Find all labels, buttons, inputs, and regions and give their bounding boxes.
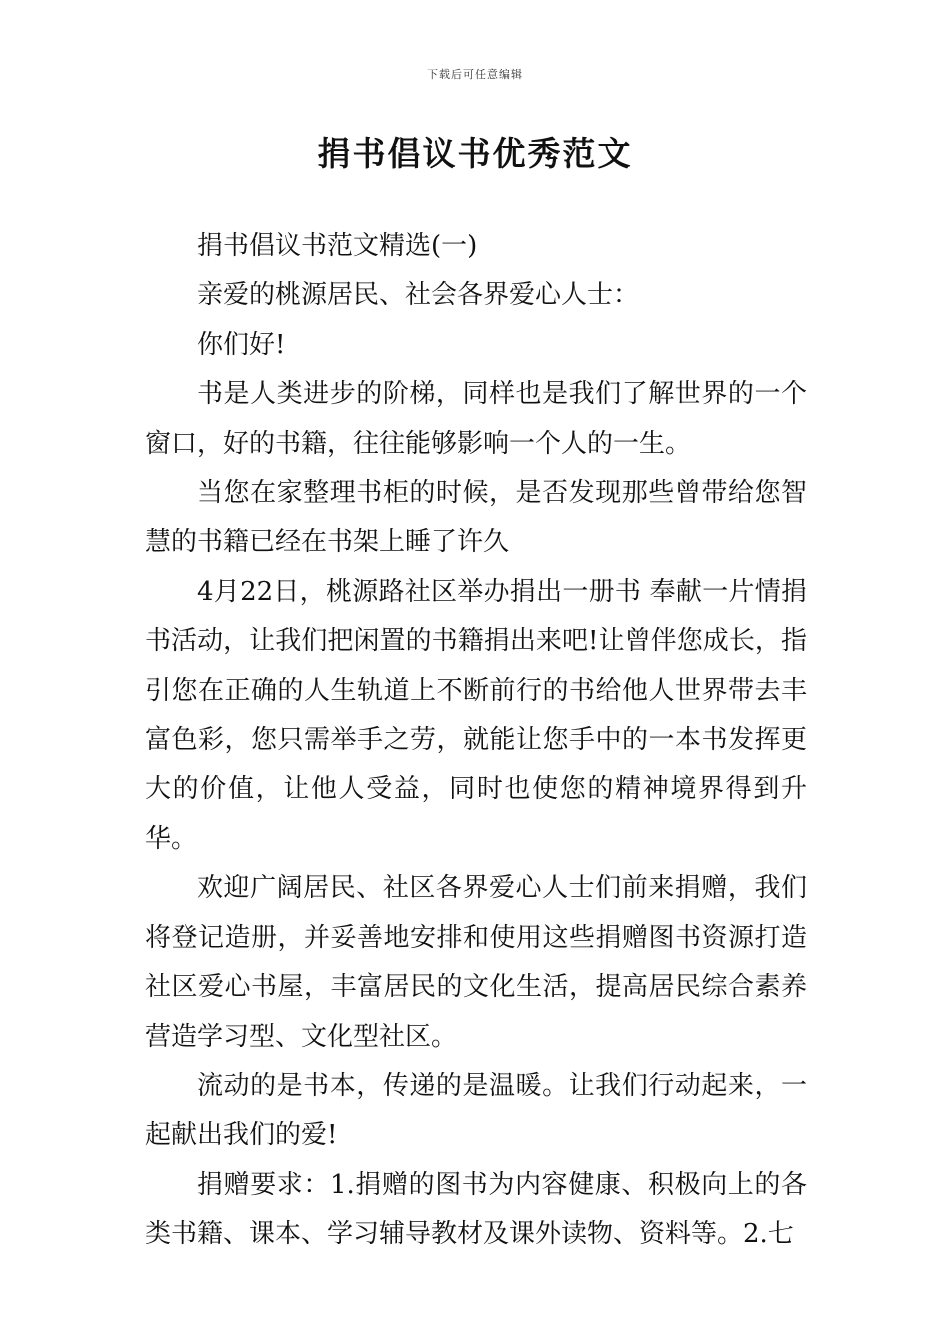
paragraph-question: 当您在家整理书柜的时候，是否发现那些曾带给您智慧的书籍已经在书架上睡了许久 <box>145 478 807 558</box>
paragraph-welcome: 欢迎广阔居民、社区各界爱心人士们前来捐赠，我们将登记造册，并妥善地安排和使用这些捐赠图书资源打造社区爱心书屋，丰富居民的文化生活，提高居民综合素养营造学习型、文化型社区。 <box>145 873 807 1052</box>
document-title: 捐书倡议书优秀范文 <box>317 134 633 173</box>
paragraph-call-to-action: 流动的是书本，传递的是温暖。让我们行动起来，一起献出我们的爱! <box>145 1070 807 1151</box>
paragraph-heading: 捐书倡议书范文精选(一) <box>197 231 478 261</box>
paragraph-salutation: 亲爱的桃源居民、社会各界爱心人士： <box>197 280 640 311</box>
header-note: 下载后可任意编辑 <box>427 68 523 81</box>
document-body <box>145 222 807 1260</box>
paragraph-requirements: 捐赠要求：1.捐赠的图书为内容健康、积极向上的各类书籍、课本、学习辅导教材及课外读物、资料等。2.七 <box>145 1169 807 1250</box>
paragraph-event: 4月22日，桃源路社区举办捐出一册书 奉献一片情捐书活动，让我们把闲置的书籍捐出来吧!让曾伴您成长，指引您在正确的人生轨道上不断前行的书给他人世界带去丰富色彩，您只需举手之劳，就能让您手中的一本书发挥更大的价值，让他人受益，同时也使您的精神境界得到升华。 <box>145 576 807 854</box>
paragraph-greeting: 你们好! <box>197 329 286 360</box>
paragraph-intro: 书是人类进步的阶梯，同样也是我们了解世界的一个窗口，好的书籍，往往能够影响一个人的一生。 <box>145 379 807 459</box>
